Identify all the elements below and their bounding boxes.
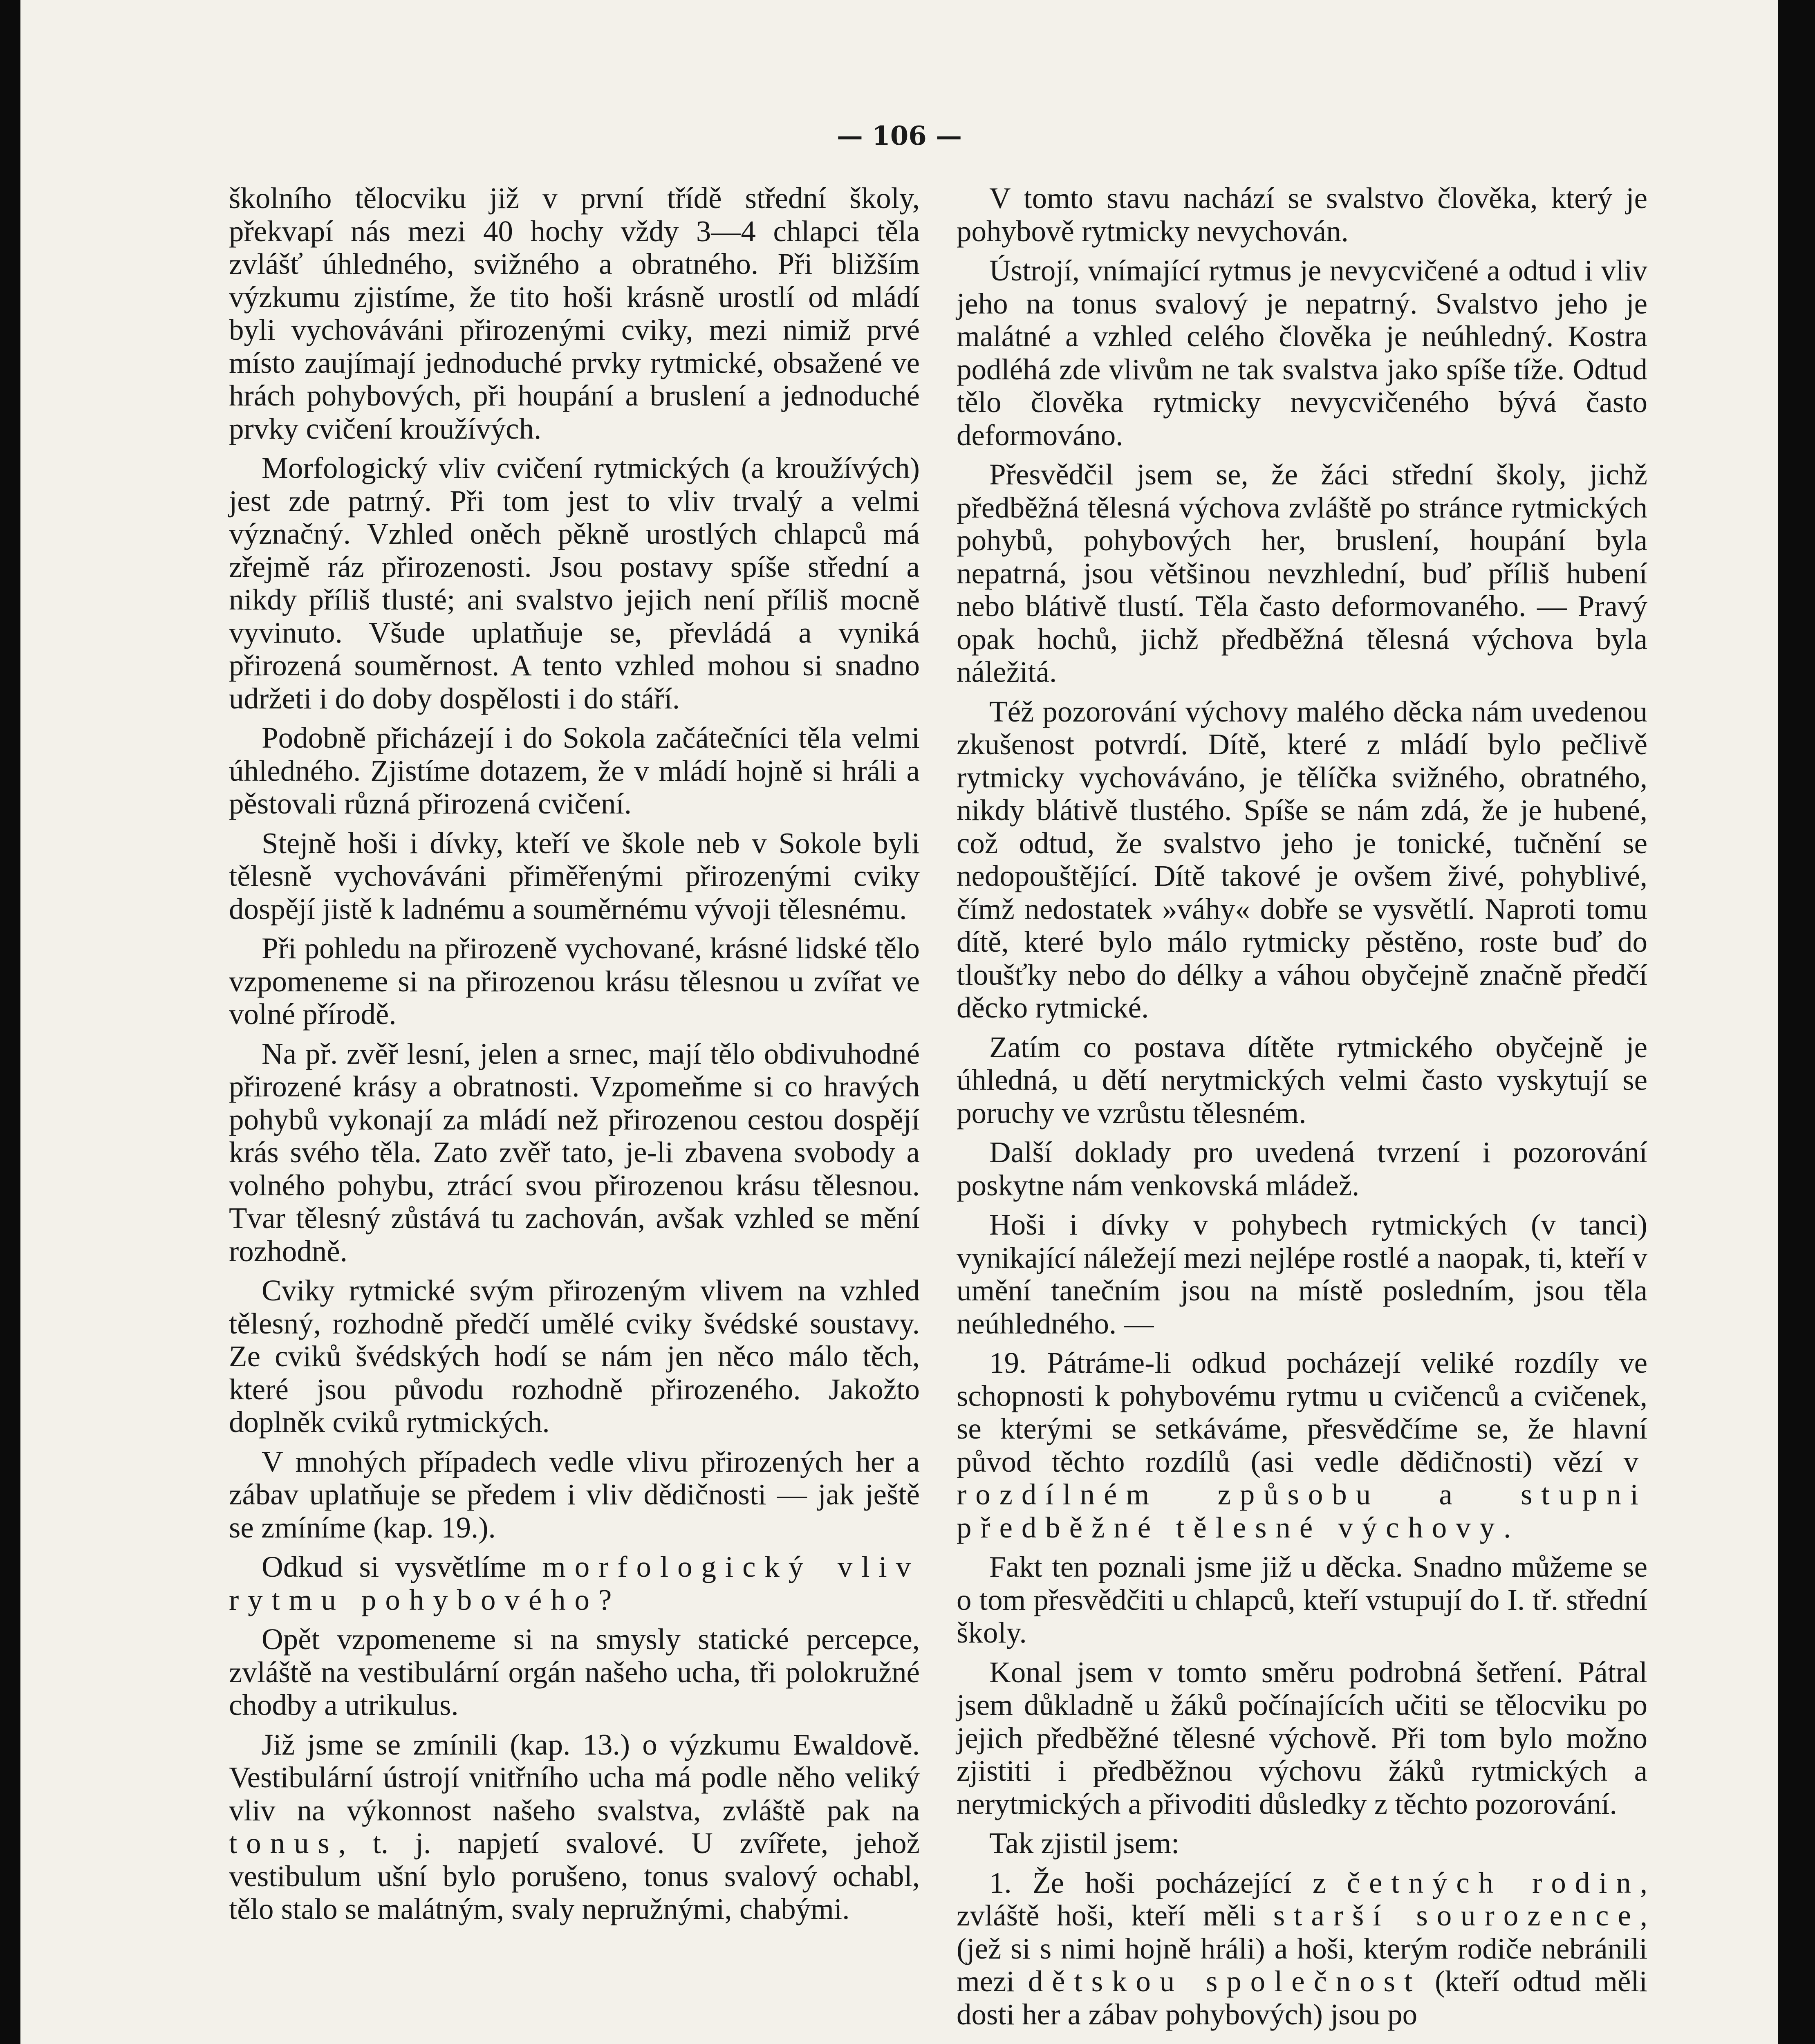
paragraph: Odkud si vysvětlíme morfologický vliv rytmu pohybového? [229,1550,920,1616]
paragraph: školního tělocviku již v první třídě střední školy, překvapí nás mezi 40 hochy vždy 3—4 chlapci těla zvlášť úhledného, svižného a obratného. Při bližším výzkumu zjistíme, že tito hoši krásně urostlí od mládí byli vychováváni přirozenými cviky, mezi nimiž prvé místo zaujímají jednoduché prvky rytmické, obsažené ve hrách pohybových, při houpání a bruslení a jednoduché prvky cvičení kroužívých. [229,182,920,445]
paragraph: Též pozorování výchovy malého děcka nám uvedenou zkušenost potvrdí. Dítě, které z mládí bylo pečlivě rytmicky vychováváno, je tělíčka svižného, obratného, nikdy blátivě tlustého. Spíše se nám zdá, že je hubené, což odtud, že svalstvo jeho je tonické, tučnění se nedopouštějící. Dítě takové je ovšem živé, pohyblivé, čímž nedostatek »váhy« dobře se vysvětlí. Naproti tomu dítě, které bylo málo rytmicky pěstěno, roste buď do tloušťky nebo do délky a váhou obyčejně značně předčí děcko rytmické. [957,695,1647,1024]
spaced-emphasis: dětskou společnost [1028,1965,1422,1998]
paragraph: Přesvědčil jsem se, že žáci střední školy, jichž předběžná tělesná výchova zvláště po stránce rytmických pohybů, pohybových her, bruslení, houpání byla nepatrná, jsou většinou nevzhlední, buď příliš hubení nebo blátivě tlustí. Těla často deformovaného. — Pravý opak hochů, jichž předběžná tělesná výchova byla náležitá. [957,458,1647,688]
paragraph: Podobně přicházejí i do Sokola začátečníci těla velmi úhledného. Zjistíme dotazem, že v mládí hojně si hráli a pěstovali různá přirozená cvičení. [229,721,920,820]
spaced-emphasis: četných rodin [1347,1866,1640,1899]
paragraph: 19. Pátráme-li odkud pocházejí veliké rozdíly ve schopnosti k pohybovému rytmu u cvičenců a cvičenek, se kterými se setkáváme, přesvědčíme se, že hlavní původ těchto rozdílů (asi vedle dědičnosti) vězí v rozdílném způsobu a stupni předběžné tělesné výchovy. [957,1346,1647,1544]
spaced-emphasis: tonus [229,1827,338,1860]
spaced-emphasis: starší sourozence [1273,1899,1640,1932]
paragraph: Zatím co postava dítěte rytmického obyčejně je úhledná, u dětí nerytmických velmi často vyskytují se poruchy ve vzrůstu tělesném. [957,1030,1647,1130]
left-column [229,182,920,1932]
paragraph: Cviky rytmické svým přirozeným vlivem na vzhled tělesný, rozhodně předčí umělé cviky švédské soustavy. Ze cviků švédských hodí se nám jen něco málo těch, které jsou původu rozhodně přirozeného. Jakožto doplněk cviků rytmických. [229,1274,920,1439]
paragraph: Morfologický vliv cvičení rytmických (a kroužívých) jest zde patrný. Při tom jest to vliv trvalý a velmi význačný. Vzhled oněch pěkně urostlých chlapců má zřejmě ráz přirozenosti. Jsou postavy spíše střední a nikdy příliš tlusté; ani svalstvo jejich není příliš mocně vyvinuto. Všude uplatňuje se, převládá a vyniká přirozená souměrnost. A tento vzhled mohou si snadno udržeti i do doby dospělosti i do stáří. [229,451,920,715]
spaced-emphasis: morfologický vliv rytmu pohybového [229,1550,920,1616]
right-column [957,182,1647,2037]
paragraph: Opět vzpomeneme si na smysly statické percepce, zvláště na vestibulární orgán našeho ucha, tři polokružné chodby a utrikulus. [229,1623,920,1721]
paragraph: Stejně hoši i dívky, kteří ve škole neb v Sokole byli tělesně vychováváni přiměřenými přirozenými cviky dospějí jistě k ladnému a souměrnému vývoji tělesnému. [229,826,920,926]
paragraph: 1. Že hoši pocházející z četných rodin, zvláště hoši, kteří měli starší sourozence, (jež si s nimi hojně hráli) a hoši, kterým rodiče nebránili mezi dětskou společnost (kteří odtud měli dosti her a zábav pohybových) jsou po [957,1866,1648,2031]
paragraph: Při pohledu na přirozeně vychované, krásné lidské tělo vzpomeneme si na přirozenou krásu tělesnou u zvířat ve volné přírodě. [229,932,920,1031]
paragraph: V tomto stavu nachází se svalstvo člověka, který je pohybově rytmicky nevychován. [957,182,1647,248]
paragraph: Hoši i dívky v pohybech rytmických (v tanci) vynikající náležejí mezi nejlépe rostlé a naopak, ti, kteří v umění tanečním jsou na místě posledním, jsou těla neúhledného. — [957,1208,1647,1340]
paragraph: Konal jsem v tomto směru podrobná šetření. Pátral jsem důkladně u žáků počínajících učiti se tělocviku po jejich předběžné tělesné výchově. Při tom bylo možno zjistiti i předběžnou výchovu žáků rytmických a nerytmických a přivoditi důsledky z těchto pozorování. [957,1655,1647,1820]
paragraph: Na př. zvěř lesní, jelen a srnec, mají tělo obdivuhodné přirozené krásy a obratnosti. Vzpomeňme si co hravých pohybů vykonají za mládí než přirozenou cestou dospějí krás svého těla. Zato zvěř tato, je-li zbavena svobody a volného pohybu, ztrácí svou přirozenou krásu tělesnou. Tvar tělesný zůstává tu zachován, avšak vzhled se mění rozhodně. [229,1037,920,1268]
spaced-emphasis: v rozdílném způsobu a stupni předběžné tělesné výchovy [957,1445,1647,1544]
page-number: — 106 — [836,121,962,151]
paragraph: V mnohých případech vedle vlivu přirozených her a zábav uplatňuje se předem i vliv dědičnosti — jak ještě se zmíníme (kap. 19.). [229,1445,920,1544]
scanned-page [20,0,1778,2044]
paragraph: Ústrojí, vnímající rytmus je nevycvičené a odtud i vliv jeho na tonus svalový je nepatrný. Svalstvo jeho je malátné a vzhled celého člověka je neúhledný. Kostra podléhá zde vlivům ne tak svalstva jako spíše tíže. Odtud tělo člověka rytmicky nevycvičeného bývá často deformováno. [957,254,1647,452]
paragraph: Fakt ten poznali jsme již u děcka. Snadno můžeme se o tom přesvědčiti u chlapců, kteří vstupují do I. tř. střední školy. [957,1550,1647,1649]
paragraph: Již jsme se zmínili (kap. 13.) o výzkumu Ewaldově. Vestibulární ústrojí vnitřního ucha má podle něho veliký vliv na výkonnost našeho svalstva, zvláště pak na tonus, t. j. napjetí svalové. U zvířete, jehož vestibulum ušní bylo porušeno, tonus svalový ochabl, tělo stalo se malátným, svaly nepružnými, chabými. [229,1728,920,1925]
paragraph: Další doklady pro uvedená tvrzení i pozorování poskytne nám venkovská mládež. [957,1136,1647,1202]
paragraph: Tak zjistil jsem: [989,1827,1180,1860]
scan-border [1778,0,1815,2044]
